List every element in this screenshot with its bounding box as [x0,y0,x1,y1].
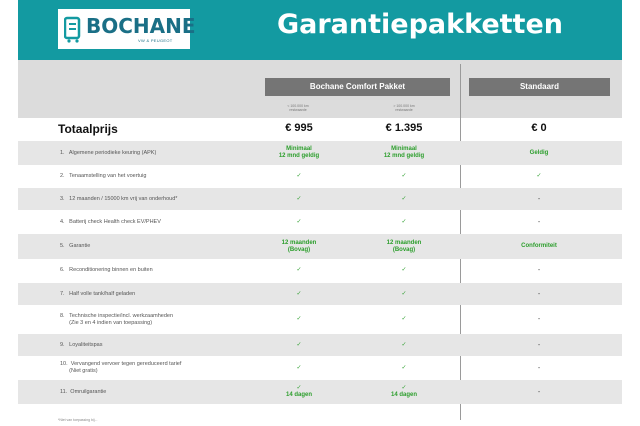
comfort-note-2: > 100.000 km restwaarde [393,104,415,112]
comfort-price-2: € 1.395 [385,122,423,134]
comfort-cell: ✓ [401,342,407,348]
standard-cell: - [537,342,541,349]
footnote: *Niet van toepassing bij... [58,418,98,422]
feature-label: 4. Batterij check Health check EV/PHEV [60,219,161,225]
feature-label: 5. Garantie [60,243,91,249]
comfort-note-1: < 100.000 km restwaarde [287,104,309,112]
cart-logo-icon [64,15,84,43]
standard-cell: - [537,365,541,372]
feature-label: 2. Tenaamstelling van het voertuig [60,173,147,179]
total-price-label: Totaalprijs [58,122,118,136]
comfort-cell: ✓ [401,173,407,179]
comfort-cell: ✓ [401,316,407,322]
standard-cell: - [537,389,541,396]
standard-cell: ✓ [536,173,542,179]
comfort-cell: ✓ [401,267,407,273]
comfort-cell: ✓ [296,219,302,225]
feature-row [18,165,622,187]
standard-package-label: Standaard [469,78,610,96]
feature-label: 3. 12 maanden / 15000 km vrij van onderhoud* [60,196,178,202]
standard-cell: - [537,316,541,323]
comfort-cell: ✓ [296,365,302,371]
feature-row [18,380,622,404]
comfort-cell: ✓ [401,291,407,297]
comfort-cell: ✓ [401,365,407,371]
standard-cell: Conformiteit [521,243,557,249]
logo-subtext: VW & PEUGEOT [138,38,173,43]
feature-label: 1. Algemene periodieke keuring (APK) [60,150,157,156]
total-price-row [18,118,622,140]
feature-label: 7. Half volle tank/half geladen [60,291,136,297]
comfort-cell: ✓ [401,219,407,225]
feature-label: 8. Technische inspectie/incl. werkzaamheden (Zie 3 en 4 indien van toepassing) [60,313,174,326]
standard-cell: - [537,219,541,226]
package-header-bar [18,60,622,118]
comfort-cell: Minimaal 12 mnd geldig [383,146,425,159]
standard-cell: - [537,196,541,203]
standard-cell: Geldig [529,150,549,156]
page-title: Garantiepakketten [276,9,563,40]
comfort-cell: ✓ [296,316,302,322]
comfort-cell: ✓ [296,291,302,297]
feature-row [18,234,622,259]
logo-text: BOCHANE [86,14,196,38]
logo [58,9,196,49]
feature-row [18,283,622,305]
comfort-cell: ✓ [401,196,407,202]
feature-row [18,188,622,210]
feature-row [18,356,622,380]
feature-label: 11. Omruilgarantie [60,389,107,395]
feature-row [18,305,622,334]
comfort-cell: ✓ [296,267,302,273]
header-banner [18,0,622,60]
standard-cell: - [537,267,541,274]
feature-label: 9. Loyaliteitspas [60,342,103,348]
feature-label: 6. Reconditionering binnen en buiten [60,267,153,273]
comfort-cell: 12 maanden (Bovag) [386,240,422,253]
comfort-cell: ✓ [296,342,302,348]
comfort-cell: Minimaal 12 mnd geldig [278,146,320,159]
feature-row [18,211,622,234]
comfort-price-1: € 995 [285,122,313,134]
comfort-cell: 12 maanden (Bovag) [281,240,317,253]
feature-label: 10. Vervangend vervoer tegen gereduceerd tarief (Niet gratis) [60,361,182,374]
standard-price: € 0 [531,122,547,134]
comfort-cell: ✓ [296,173,302,179]
feature-row [18,259,622,282]
comfort-cell: ✓ 14 dagen [285,385,312,398]
comfort-package-label: Bochane Comfort Pakket [265,78,450,96]
feature-row [18,141,622,165]
standard-cell: - [537,291,541,298]
comfort-cell: ✓ [296,196,302,202]
comfort-cell: ✓ 14 dagen [390,385,417,398]
feature-row [18,334,622,356]
